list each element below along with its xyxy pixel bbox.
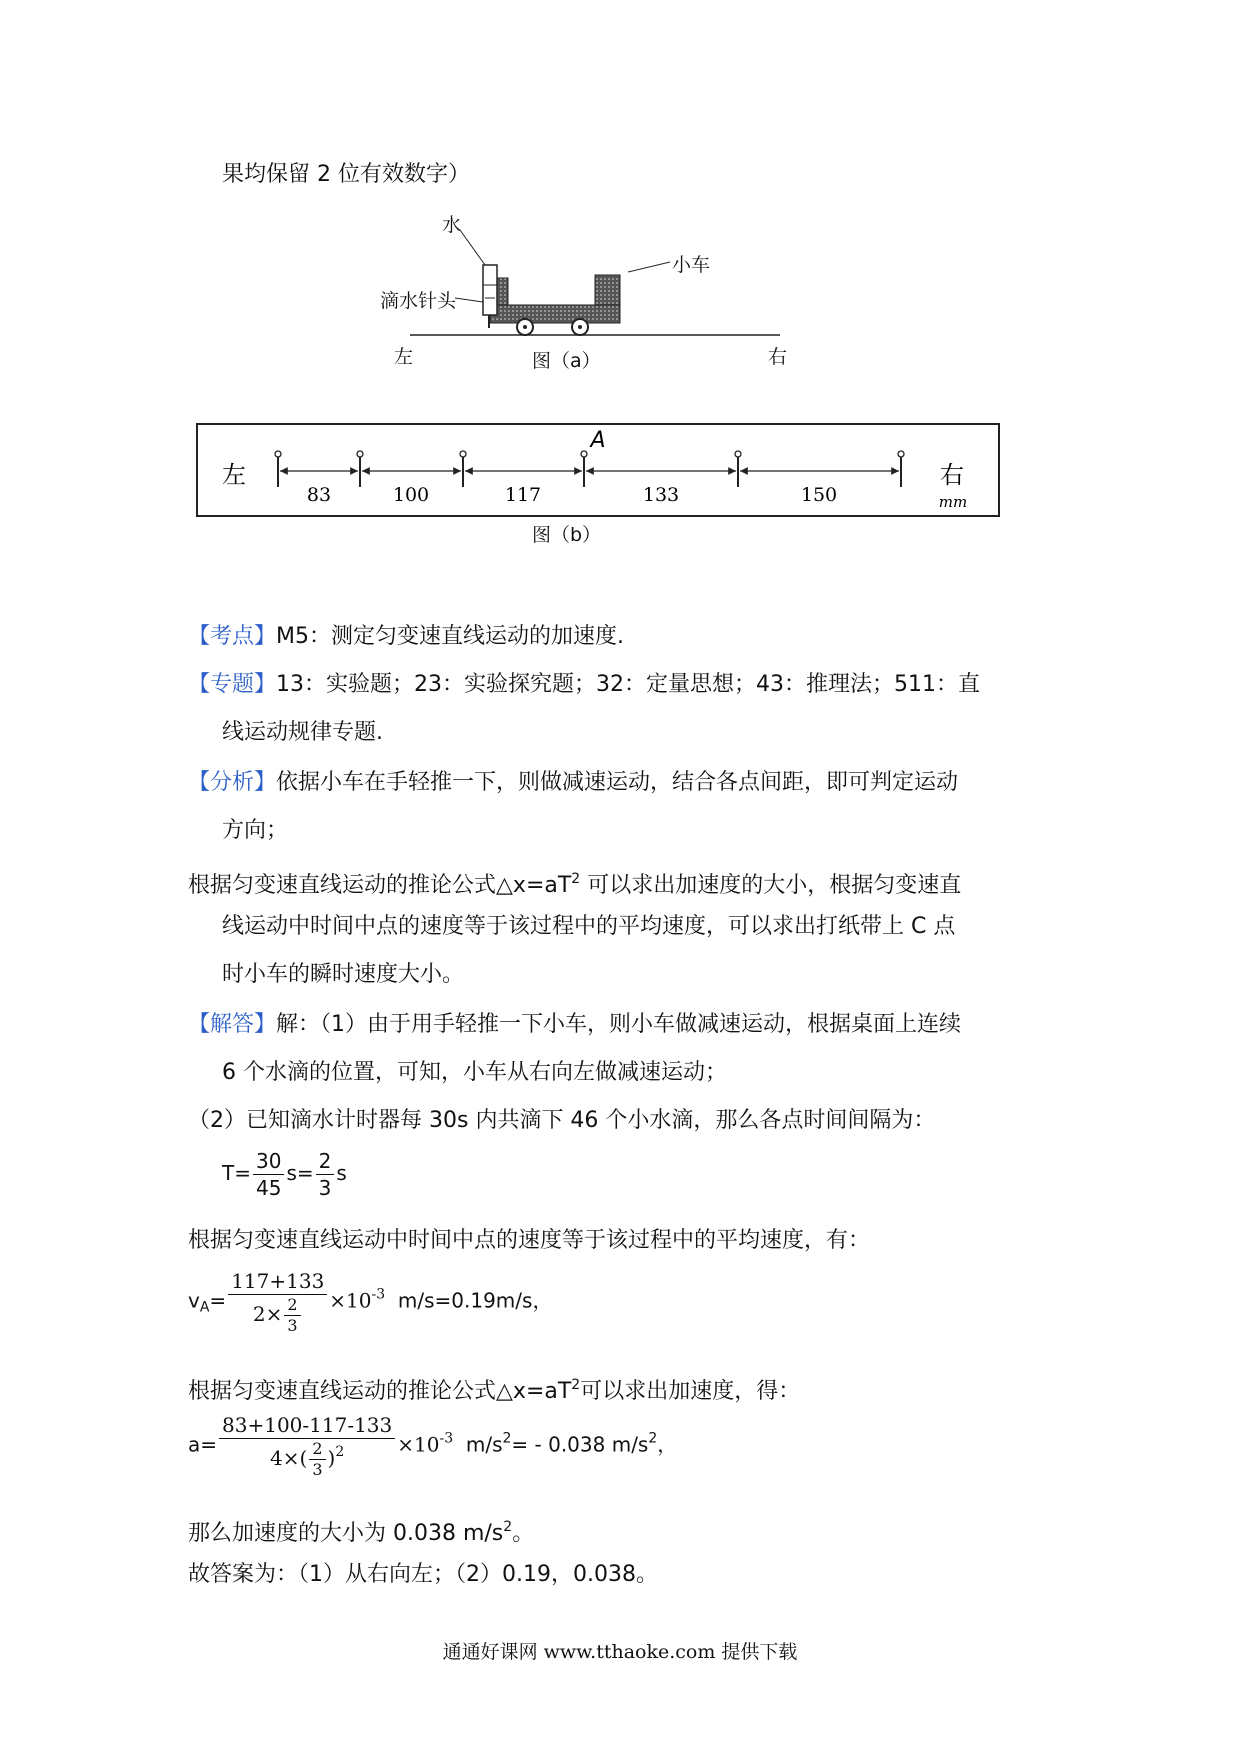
label-left: 左 bbox=[394, 346, 414, 368]
point-a-label: A bbox=[590, 428, 606, 453]
fenxi-text-4: 线运动中时间中点的速度等于该过程中的平均速度，可以求出打纸带上 C 点 bbox=[222, 914, 956, 939]
drop-point-1 bbox=[275, 451, 281, 487]
cart-body bbox=[490, 305, 620, 323]
kaodian bbox=[188, 622, 624, 652]
unit-label: mm bbox=[938, 493, 968, 511]
cart-right-wall bbox=[595, 275, 620, 305]
drop-point-5 bbox=[735, 451, 741, 487]
figure-b-caption: 图（b） bbox=[532, 524, 602, 546]
jieda-text-2: 6 个水滴的位置，可知，小车从右向左做减速运动； bbox=[222, 1060, 727, 1085]
zhuanti bbox=[188, 670, 980, 700]
jieda-text-6: 那么加速度的大小为 0.038 $m/s^2$。 bbox=[188, 1519, 535, 1546]
drop-point-3 bbox=[460, 451, 466, 487]
figure-b bbox=[196, 423, 1000, 517]
formula-T: T= $\frac{30}{45}$ s= $\frac{2}{3}$ s bbox=[222, 1149, 347, 1200]
water-container bbox=[483, 265, 497, 315]
formula-vA: $v_A=$ 117+133 2× $\frac{2}{3}$ $\times 10^{-3}$ m/s=0.19m/s， bbox=[188, 1269, 553, 1335]
fenxi bbox=[188, 768, 958, 798]
label-needle: 滴水针头 bbox=[380, 290, 457, 312]
segment-label: 117 bbox=[504, 484, 542, 506]
fenxi-text-2: 方向； bbox=[222, 818, 289, 843]
kaodian-text: M5：测定匀变速直线运动的加速度. bbox=[276, 624, 624, 649]
drop-point-2 bbox=[357, 451, 363, 487]
zhuanti-text-2: 线运动规律专题. bbox=[222, 720, 383, 745]
zhuanti-text-1: 13：实验题；23：实验探究题；32：定量思想；43：推理法；511：直 bbox=[276, 672, 980, 697]
jieda-text-1: 解：（1）由于用手轻推一下小车，则小车做减速运动，根据桌面上连续 bbox=[276, 1012, 962, 1037]
label-right: 右 bbox=[768, 346, 788, 368]
label-right: 右 bbox=[940, 461, 964, 489]
tape-diagram bbox=[198, 425, 998, 515]
fenxi-text-5: 时小车的瞬时速度大小。 bbox=[222, 962, 465, 987]
kaodian-tag: 【考点】 bbox=[188, 624, 277, 649]
drop-point-6 bbox=[898, 451, 904, 487]
jieda-text-4: 根据匀变速直线运动中时间中点的速度等于该过程中的平均速度，有： bbox=[188, 1228, 871, 1253]
figure-a bbox=[380, 210, 800, 380]
jieda bbox=[188, 1010, 961, 1040]
fenxi-text-1: 依据小车在手轻推一下，则做减速运动，结合各点间距，即可判定运动 bbox=[276, 770, 959, 795]
segment-label: 150 bbox=[800, 484, 838, 506]
page-footer: 通通好课网 www.tthaoke.com 提供下载 bbox=[442, 1641, 798, 1663]
segment-label: 83 bbox=[306, 484, 332, 506]
zhuanti-tag: 【专题】 bbox=[188, 672, 277, 697]
jieda-text-3: （2）已知滴水计时器每 30s 内共滴下 46 个小水滴，那么各点时间间隔为： bbox=[188, 1108, 936, 1133]
jieda-text-7: 故答案为：（1）从右向左；（2）0.19，0.038。 bbox=[188, 1562, 658, 1587]
drop-point-4 bbox=[581, 451, 587, 487]
figure-a-caption: 图（a） bbox=[532, 350, 601, 372]
continuation-text: 果均保留 2 位有效数字） bbox=[222, 162, 470, 187]
jieda-tag: 【解答】 bbox=[188, 1012, 277, 1037]
label-left: 左 bbox=[222, 461, 246, 489]
formula-a: a= 83+100-117-133 4×( $\frac{2}{3}$ )$^2$ $\times 10^{-3}$ $m/s^2= - 0.038$ $m/s^2$， bbox=[188, 1413, 678, 1479]
label-cart: 小车 bbox=[672, 254, 711, 276]
fenxi-text-3: 根据匀变速直线运动的推论公式$\triangle x=aT^2$ 可以求出加速度的大小，根据匀变速直 bbox=[188, 871, 962, 898]
jieda-text-5: 根据匀变速直线运动的推论公式$\triangle x=aT^2$可以求出加速度，得： bbox=[188, 1377, 801, 1404]
segment-label: 133 bbox=[642, 484, 680, 506]
segment-label: 100 bbox=[392, 484, 430, 506]
fenxi-tag: 【分析】 bbox=[188, 770, 277, 795]
label-water: 水 bbox=[442, 214, 462, 236]
